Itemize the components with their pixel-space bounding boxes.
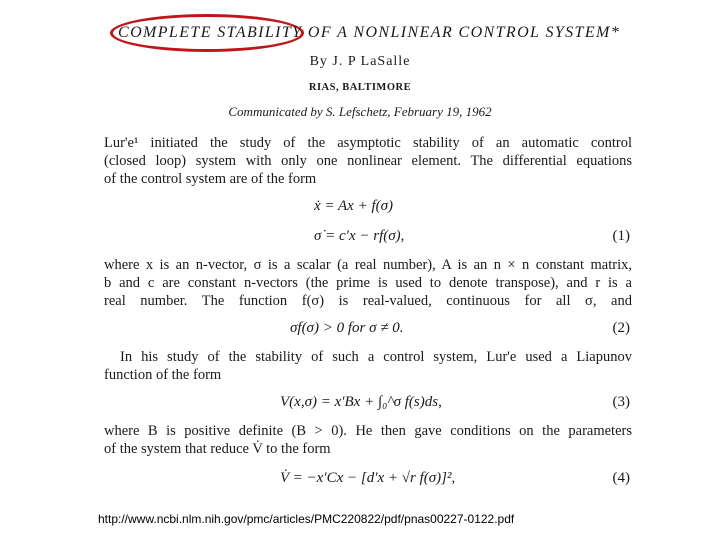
paragraph-liapunov xyxy=(104,348,632,384)
equation-4 xyxy=(104,470,632,490)
text-line: Lur'e¹ initiated the study of the asymptotic stability of an automatic control xyxy=(104,135,632,151)
source-url: http://www.ncbi.nlm.nih.gov/pmc/articles/PMC220822/pdf/pnas00227-0122.pdf xyxy=(98,512,515,526)
equation-number: (3) xyxy=(612,394,630,410)
equation-expression: σ̇ = c′x − rf(σ), xyxy=(314,228,405,244)
equation-number: (4) xyxy=(612,470,630,486)
equation-2 xyxy=(104,320,632,340)
equation-expression: V̇ = −x′Cx − [d′x + √r f(σ)]², xyxy=(280,470,456,486)
paragraph-positive-definite xyxy=(104,422,632,458)
text-line: (closed loop) system with only one nonlinear element. The differential equations xyxy=(104,153,632,169)
text-line: real number. The function f(σ) is real-valued, continuous for all σ, and xyxy=(104,293,632,309)
communicated-by: Communicated by S. Lefschetz, February 19, 1962 xyxy=(228,104,492,119)
equation-1a xyxy=(104,198,632,218)
paragraph-intro xyxy=(104,134,632,188)
equation-expression: V(x,σ) = x′Bx + ∫₀^σ f(s)ds, xyxy=(280,394,442,410)
author-line: By J. P LaSalle xyxy=(309,54,411,69)
paper-title: COMPLETE STABILITY OF A NONLINEAR CONTROL SYSTEM* xyxy=(118,24,621,41)
equation-1b xyxy=(104,228,632,248)
equation-3 xyxy=(104,394,632,414)
paragraph-definitions xyxy=(104,256,632,310)
equation-expression: ẋ = Ax + f(σ) xyxy=(314,198,394,214)
equation-number: (2) xyxy=(612,320,630,336)
equation-expression: σf(σ) > 0 for σ ≠ 0. xyxy=(290,320,404,336)
text-line: of the control system are of the form xyxy=(104,171,317,187)
text-line: where B is positive definite (B > 0). He then gave conditions on the parameters xyxy=(104,423,632,439)
affiliation: RIAS, BALTIMORE xyxy=(308,82,412,93)
text-line: where x is an n-vector, σ is a scalar (a real number), A is an n × n constant matrix, xyxy=(104,257,632,273)
text-line: In his study of the stability of such a control system, Lur'e used a Liapunov xyxy=(120,349,632,365)
text-line: function of the form xyxy=(104,367,222,383)
equation-number: (1) xyxy=(612,228,630,244)
text-line: of the system that reduce V̇ to the form xyxy=(104,441,331,457)
text-line: b and c are constant n-vectors (the prime is used to denote transpose), and r is a xyxy=(104,275,632,291)
